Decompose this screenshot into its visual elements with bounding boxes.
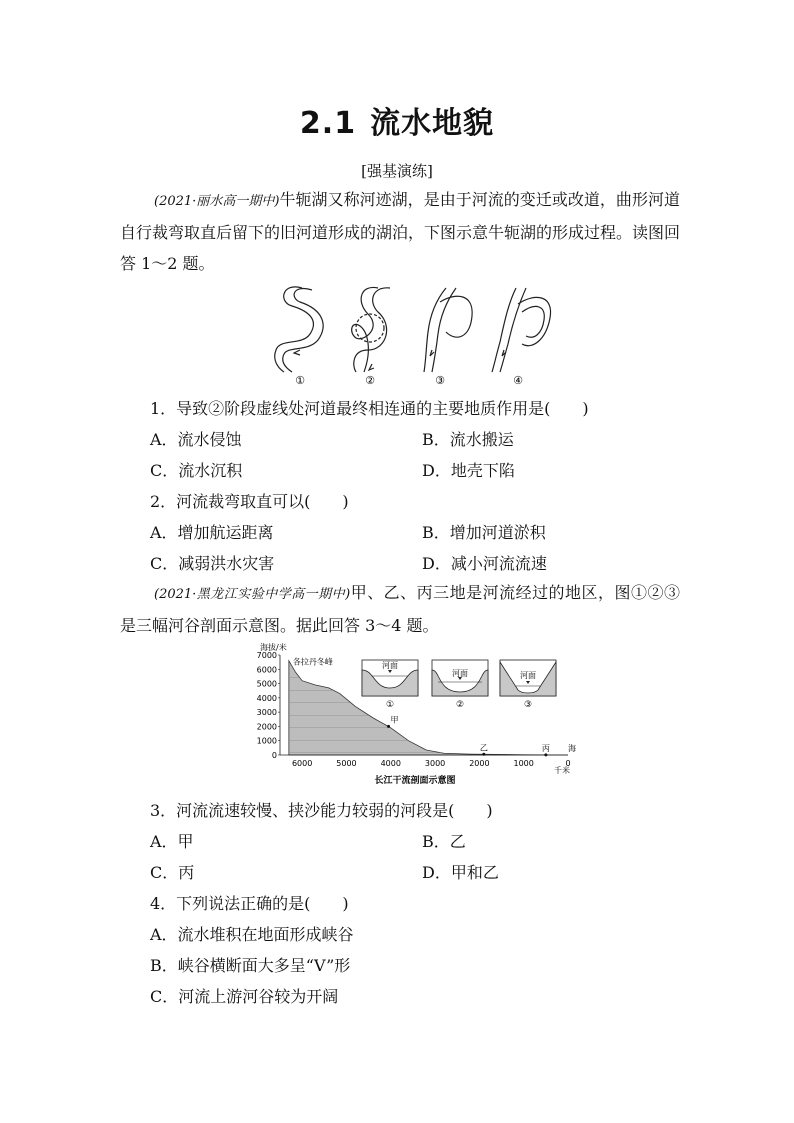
q1-option-d[interactable]: D．地壳下陷: [422, 461, 515, 480]
intro-paragraph-2: [120, 577, 680, 641]
intro-text: 甲、乙、丙三地是河流经过的地区，图①②③是三幅河谷剖面示意图。据此回答 3～4 题。: [120, 583, 680, 635]
y-tick-label: 1000: [256, 736, 277, 746]
x-tick-label: 6000: [291, 759, 313, 768]
question-1: 1．导致②阶段虚线处河道最终相连通的主要地质作用是( ): [150, 399, 589, 418]
stage-1-river: [275, 287, 323, 372]
profile-annotation: 乙: [479, 743, 488, 753]
x-tick-label: 2000: [469, 759, 490, 768]
stage-label: ①: [295, 374, 305, 387]
q4-option-a[interactable]: A．流水堆积在地面形成峡谷: [150, 925, 354, 944]
y-tick-label: 3000: [256, 708, 277, 718]
x-tick-label: 4000: [380, 759, 401, 768]
valley-1: [362, 660, 418, 710]
q2-option-b[interactable]: B．增加河道淤积: [422, 523, 546, 542]
source-tag: (2021·黑龙江实验中学高一期中): [154, 587, 351, 602]
profile-point: [482, 753, 485, 756]
question-4: 4．下列说法正确的是( ): [150, 894, 349, 913]
y-axis-label: 海拔/米: [260, 643, 287, 652]
valley-2: [432, 660, 488, 710]
q2-option-c[interactable]: C．减弱洪水灾害: [150, 554, 275, 573]
stage-3-river: [424, 288, 472, 372]
stage-2-river: [352, 287, 390, 372]
question-2: 2．河流裁弯取直可以( ): [150, 492, 349, 511]
q1-option-a[interactable]: A．流水侵蚀: [150, 430, 242, 449]
q3-option-c[interactable]: C．丙: [150, 863, 195, 882]
y-tick-label: 2000: [256, 722, 277, 732]
valley-water-label: 河面: [382, 661, 398, 670]
chart-title: 长江干流剖面示意图: [374, 776, 456, 786]
profile-annotation: 各拉丹冬峰: [292, 657, 333, 667]
title-text: 流水地貌: [370, 106, 495, 141]
y-tick-label: 5000: [256, 679, 277, 689]
profile-point: [387, 725, 390, 728]
q3-option-d[interactable]: D．甲和乙: [422, 863, 499, 882]
y-tick-label: 0: [271, 751, 277, 760]
valley-number: ③: [523, 700, 533, 710]
q3-option-a[interactable]: A．甲: [150, 832, 194, 851]
valley-number: ②: [455, 700, 465, 710]
profile-annotation: 甲: [390, 715, 399, 725]
x-axis-label: 千米: [554, 766, 570, 775]
profile-annotation: 海: [568, 744, 576, 753]
x-tick-label: 3000: [424, 759, 446, 768]
intro-text: 牛轭湖又称河迹湖，是由于河流的变迁或改道，曲形河道自行裁弯取直后留下的旧河道形成的湖泊，下图示意牛轭湖的形成过程。读图回答 1～2 题。: [120, 190, 681, 273]
question-3: 3．河流流速较慢、挟沙能力较弱的河段是( ): [150, 801, 493, 820]
q2-option-a[interactable]: A．增加航运距离: [150, 523, 274, 542]
section-label: [强基演练]: [361, 162, 433, 180]
yangtze-profile-chart: [250, 640, 590, 790]
q4-option-c[interactable]: C．河流上游河谷较为开阔: [150, 987, 339, 1006]
source-tag: (2021·丽水高一期中): [154, 194, 280, 209]
y-tick-label: 7000: [256, 651, 277, 660]
page-title: [0, 98, 794, 142]
valley-water-label: 河面: [452, 669, 468, 678]
profile-point: [544, 753, 547, 756]
q1-option-c[interactable]: C．流水沉积: [150, 461, 243, 480]
valley-3: [500, 660, 556, 710]
q2-option-d[interactable]: D．减小河流流速: [422, 554, 547, 573]
stage-label: ②: [365, 374, 375, 387]
y-tick-label: 4000: [256, 693, 277, 703]
section-number: 2.1: [299, 106, 357, 141]
q4-option-b[interactable]: B．峡谷横断面大多呈“V”形: [150, 956, 351, 975]
stage-4-river: [492, 288, 551, 372]
q3-option-b[interactable]: B．乙: [422, 832, 466, 851]
y-tick-label: 6000: [256, 665, 277, 675]
x-tick-label: 5000: [336, 759, 357, 768]
stage-label: ③: [435, 374, 445, 387]
oxbow-lake-figure: [260, 280, 560, 388]
valley-water-label: 河面: [520, 671, 536, 680]
intro-paragraph-1: [120, 184, 680, 279]
q1-option-b[interactable]: B．流水搬运: [422, 430, 514, 449]
valley-number: ①: [385, 700, 395, 710]
stage-label: ④: [513, 374, 523, 387]
x-tick-label: 1000: [513, 759, 534, 768]
x-tick-label: 0: [565, 759, 571, 768]
profile-annotation: 丙: [541, 743, 550, 753]
